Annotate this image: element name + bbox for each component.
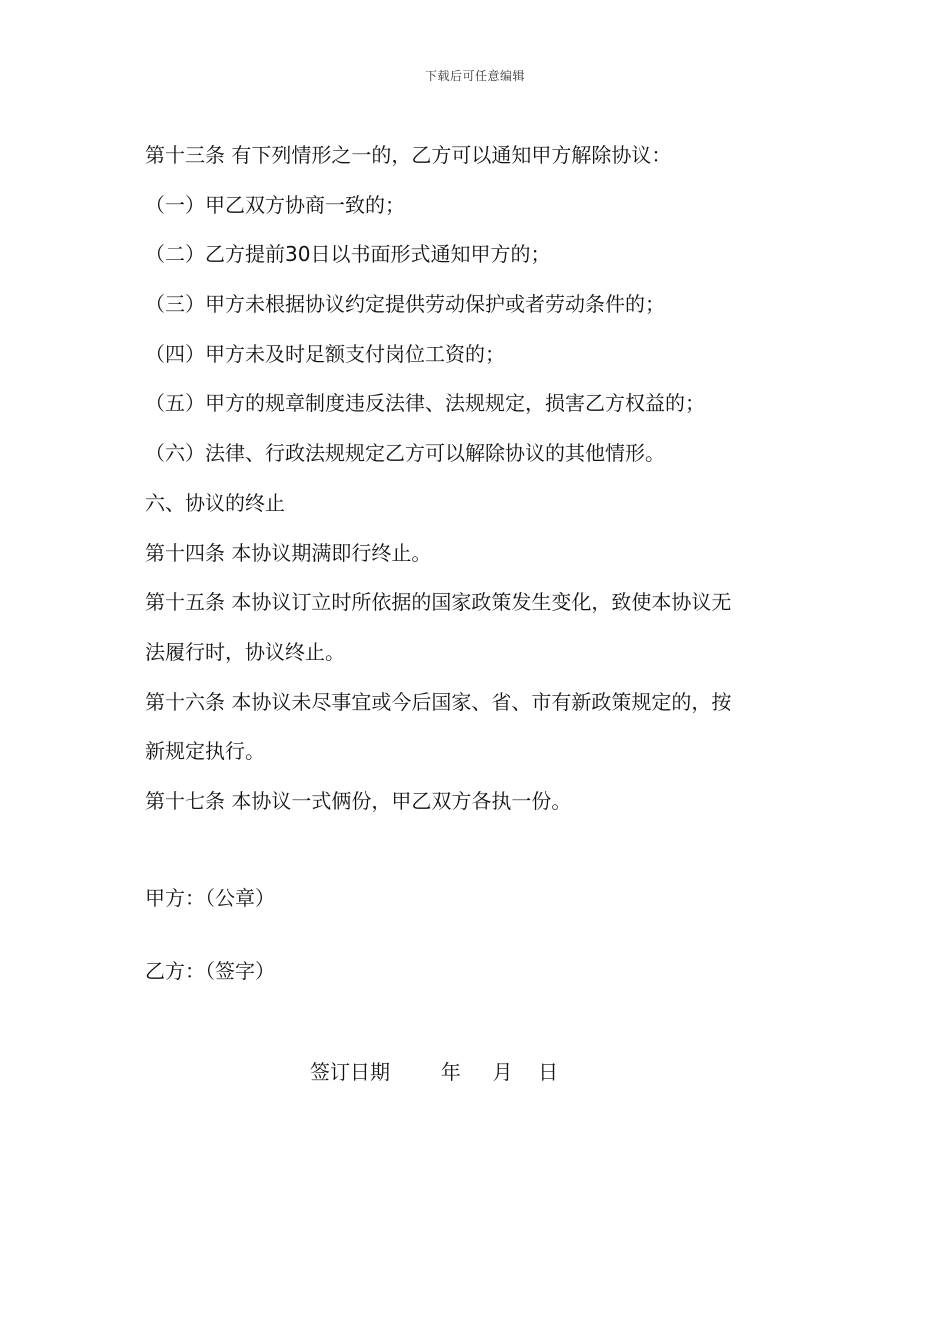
clause-4: （四）甲方未及时足额支付岗位工资的； [145, 341, 505, 366]
page-header-note: 下载后可任意编辑 [424, 69, 525, 83]
party-b-signature-line: 乙方：（签字） [145, 959, 275, 983]
article-15-line-1: 第十五条 本协议订立时所依据的国家政策发生变化，致使本协议无 [145, 590, 732, 615]
clause-6: （六）法律、行政法规规定乙方可以解除协议的其他情形。 [145, 441, 665, 466]
clause-5: （五）甲方的规章制度违反法律、法规规定，损害乙方权益的； [145, 391, 705, 416]
party-a-seal-line: 甲方：（公章） [145, 886, 275, 910]
article-13: 第十三条 有下列情形之一的，乙方可以通知甲方解除协议： [145, 143, 672, 167]
article-16-line-2: 新规定执行。 [145, 739, 265, 764]
signing-date-line: 签订日期 年 月 日 [310, 1060, 559, 1084]
clause-2: （二）乙方提前30日以书面形式通知甲方的； [145, 242, 551, 267]
section-heading: 六、协议的终止 [145, 490, 285, 515]
article-15-line-2: 法履行时，协议终止。 [145, 639, 345, 664]
article-14: 第十四条 本协议期满即行终止。 [145, 540, 432, 565]
clause-1: （一）甲乙双方协商一致的； [145, 192, 405, 217]
clause-3: （三）甲方未根据协议约定提供劳动保护或者劳动条件的； [145, 292, 665, 317]
article-17: 第十七条 本协议一式俩份，甲乙双方各执一份。 [145, 788, 572, 813]
document-body [145, 131, 810, 827]
article-16-line-1: 第十六条 本协议未尽事宜或今后国家、省、市有新政策规定的，按 [145, 689, 732, 714]
